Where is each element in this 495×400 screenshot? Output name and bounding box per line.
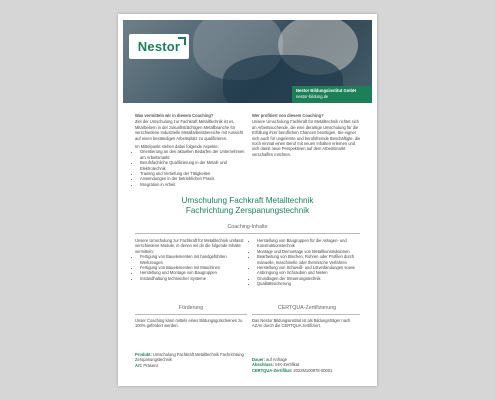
coaching-left (135, 238, 247, 281)
list-item: • Fertigung von Bauelementen mit Maschinen (140, 265, 247, 270)
list-item: • Qualitätssicherung (257, 281, 362, 286)
footer-left (135, 352, 247, 368)
footer-right (252, 357, 362, 373)
list-item: • Montage und Demontage von Metallkonstruktionen (257, 249, 362, 254)
institute-url: nestor-bildung.de (296, 93, 329, 99)
certqua-text: Das Nestor Bildungsinstitut ist als Bildungsträger nach AZAV durch die CERTQUA zertifiziert. (252, 318, 351, 329)
produkt-label: Produkt: (135, 352, 152, 357)
title-line-1: Umschulung Fachkraft Metalltechnik (181, 196, 314, 205)
intro-left-heading: Was vermitteln wir in diesem Coaching? (135, 113, 214, 118)
document-title (118, 196, 377, 215)
intro-right-paragraph: Unsere Umschulung Fachkraft für Metalltechnik richtet sich an Arbeitssuchende, die eine derartige Umschulung für die Erfüllung ihrer beruflichen Chancen benötigen. Sie eignet sich auch für ungelernte und berufsfremde Beschäftigte, die noch einmal einen Beruf mit neuen Inhalten erlernen und sich damit neue Perspektiven auf dem Arbeitsmarkt verschaffen möchten. (252, 119, 361, 157)
coaching-left-intro: Unsere Umschulung zur Fachkraft für Metalltechnik umfasst verschiedene Module, in denen wir dir die folgende Inhalte vermitteln: (135, 238, 244, 254)
coaching-left-list (135, 254, 247, 281)
intro-right (252, 113, 362, 157)
list-item: • Herstellung und Montage von Baugruppen (140, 270, 247, 275)
foerderung-text: Unser Coaching kann mittels eines Bildungsgutscheines zu 100% gefördert werden. (135, 318, 243, 329)
art-value: Präsenz (143, 362, 159, 368)
list-item: • Anwendungen in der betrieblichen Praxis (140, 176, 247, 181)
abschluss-label: Abschluss: (252, 362, 275, 368)
intro-left-lead: Im Mittelpunkt stehen dabei folgende Aspekte: (135, 144, 219, 150)
certqua-cert-value: 2022M100978-00001 (293, 367, 333, 373)
coaching-right (252, 238, 362, 287)
hero-image (123, 20, 372, 103)
institute-banner (292, 86, 372, 103)
logo-mark-icon (178, 37, 186, 45)
certqua-cert-label: CERTQUA-Zertifikat: (252, 367, 293, 373)
institute-name: Nestor Bildungsinstitut GmbH (296, 88, 357, 93)
list-item: • Instandhaltung technischer Systeme (140, 276, 247, 281)
intro-left-list (135, 149, 247, 187)
coaching-right-list (252, 238, 362, 287)
divider (135, 233, 360, 234)
list-item: • Training und Vertiefung der Tätigkeiten (140, 171, 247, 176)
intro-right-heading: Wer profitiert von diesem Coaching? (252, 113, 324, 118)
coaching-heading: Coaching-Inhalte (227, 224, 268, 230)
list-item: • Orientierung an den aktuellen Bedarfen der Unternehmen am Arbeitsmarkt (140, 149, 247, 160)
list-item: • Fertigung von Bauelementen mit handgeführten Werkzeugen (140, 254, 247, 265)
flyer-page (118, 14, 377, 386)
produkt-value: Umschulung Fachkraft Metalltechnik Fachrichtung Zerspanungstechnik (135, 352, 244, 363)
divider (252, 314, 360, 315)
list-item: • Bearbeitung von Blechen, Rohren oder Profilen durch manuelle, maschinelle oder thermische Verfahren (257, 254, 362, 265)
art-label: Art: (135, 362, 143, 368)
dauer-value: auf Anfrage (266, 357, 288, 362)
intro-left-paragraph: Ziel der Umschulung zur Fachkraft Metalltechnik ist es, Mitarbeitern in der zukunftsträchtigen Metallbranche für verschiedene Industrielle Metallarbeitsbereiche mit Aussicht auf einen beständigen Arbeitsplatz zu qualifizieren. (135, 119, 244, 141)
foerderung-heading: Förderung (178, 305, 204, 311)
nestor-logo: Nestor (129, 34, 189, 59)
list-item: • Berufsfachliche Qualifizierung in der Metall- und Elektrotechnik (140, 160, 247, 171)
certqua-heading: CERTQUA-Zertifizierung (277, 305, 337, 311)
divider (135, 314, 247, 315)
title-line-2: Fachrichtung Zerspanungstechnik (185, 205, 310, 215)
abschluss-value: IHK-Zertifikat (275, 362, 300, 368)
intro-left (135, 113, 247, 187)
list-item: • Integration in Arbeit (140, 182, 247, 187)
list-item: • Grundlagen der Steuerungstechnik (257, 276, 362, 281)
list-item: • Herstellung von Schweiß- und Lötverbindungen sowie Anbringung von Schrauben und Nieten (257, 265, 362, 276)
list-item: • Herstellung von Baugruppen für die Anlagen- und Konstruktionstechnik (257, 238, 362, 249)
dauer-label: Dauer: (252, 357, 265, 362)
